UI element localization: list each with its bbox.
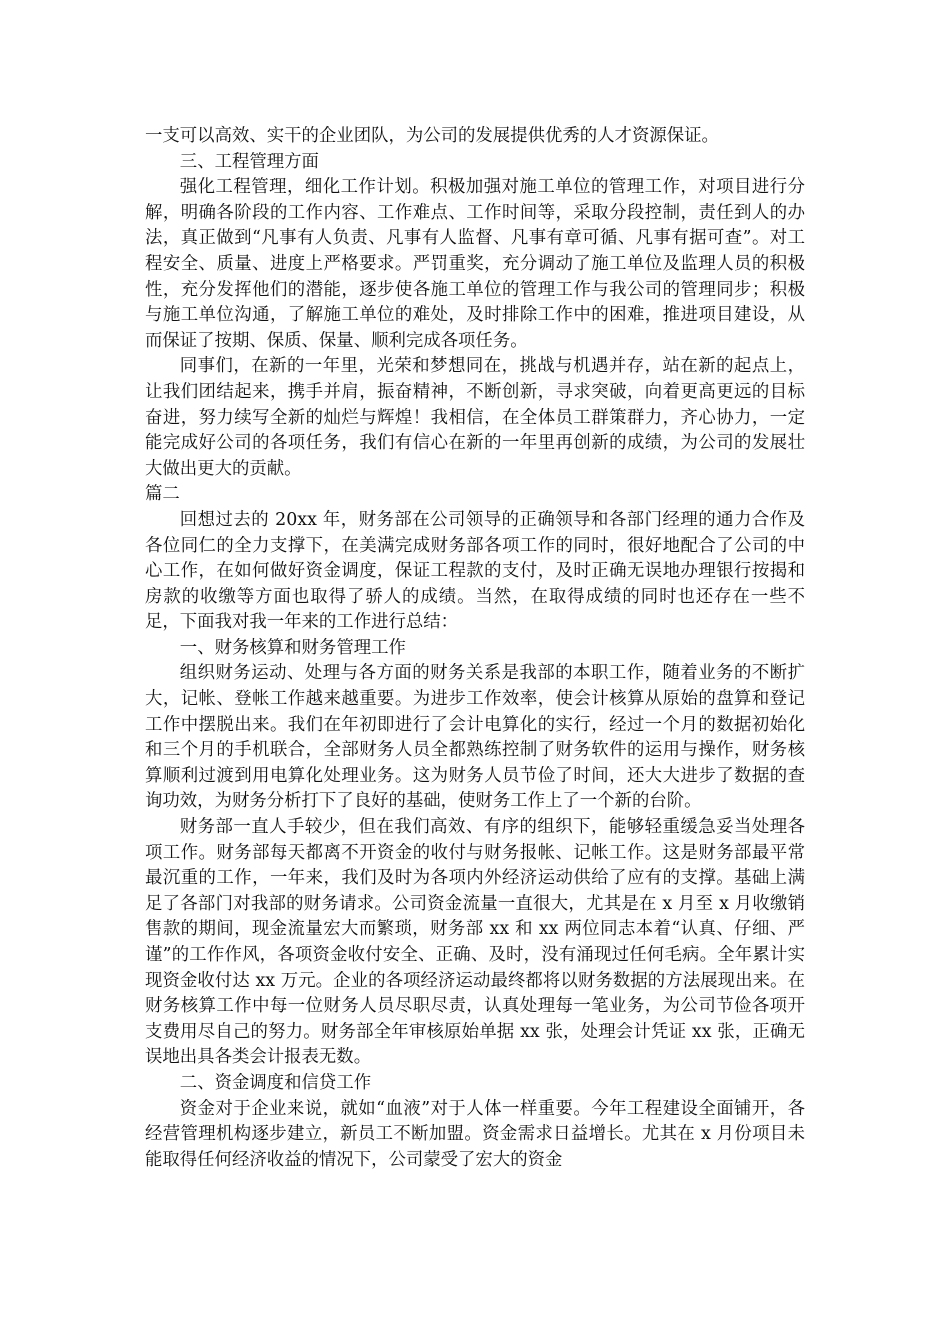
section-heading: 一、财务核算和财务管理工作 — [179, 637, 406, 658]
paragraph: 强化工程管理，细化工作计划。积极加强对施工单位的管理工作，对项目进行分解，明确各阶段的工作内容、工作难点、工作时间等，采取分段控制，责任到人的办法，真正做到“凡事有人负责、凡事有人监督、凡事有章可循、凡事有据可查”。对工程安全、质量、进度上严格要求。严罚重奖，充分调动了施工单位及监理人员的积极性，充分发挥他们的潜能，逐步使各施工单位的管理工作与我公司的管理同步；积极与施工单位沟通，了解施工单位的难处，及时排除工作中的困难，推进项目建设，从而保证了按期、保质、保量、顺利完成各项任务。 — [145, 177, 805, 351]
paragraph: 回想过去的 20xx 年，财务部在公司领导的正确领导和各部门经理的通力合作及各位同仁的全力支撑下，在美满完成财务部各项工作的同时，很好地配合了公司的中心工作，在如何做好资金调度，保证工程款的支付，及时正确无误地办理银行按揭和房款的收缴等方面也取得了骄人的成绩。当然，在取得成绩的同时也还存在一些不足，下面我对我一年来的工作进行总结： — [145, 509, 805, 633]
paragraph: 一支可以高效、实干的企业团队，为公司的发展提供优秀的人才资源保证。 — [145, 126, 719, 146]
part-label: 篇二 — [145, 484, 180, 505]
document-page — [145, 124, 805, 1173]
section-heading: 三、工程管理方面 — [179, 151, 319, 172]
paragraph: 组织财务运动、处理与各方面的财务关系是我部的本职工作，随着业务的不断扩大，记帐、登帐工作越来越重要。为进步工作效率，使会计核算从原始的盘算和登记工作中摆脱出来。我们在年初即进行了会计电算化的实行，经过一个月的数据初始化和三个月的手机联合，全部财务人员全都熟练控制了财务软件的运用与操作，财务核算顺利过渡到用电算化处理业务。这为财务人员节俭了时间，还大大进步了数据的查询功效，为财务分析打下了良好的基础，使财务工作上了一个新的台阶。 — [145, 663, 805, 812]
section-heading: 二、资金调度和信贷工作 — [179, 1072, 372, 1093]
paragraph: 财务部一直人手较少，但在我们高效、有序的组织下，能够轻重缓急妥当处理各项工作。财务部每天都离不开资金的收付与财务报帐、记帐工作。这是财务部最平常最沉重的工作，一年来，我们及时为各项内外经济运动供给了应有的支撑。基础上满足了各部门对我部的财务请求。公司资金流量一直很大，尤其是在 x 月至 x 月收缴销售款的期间，现金流量宏大而繁琐，财务部 xx 和 xx 两位同志本着“认真、仔细、严谨”的工作作风，各项资金收付安全、正确、及时，没有涌现过任何毛病。全年累计实现资金收付达 xx 万元。企业的各项经济运动最终都将以财务数据的方法展现出来。在财务核算工作中每一位财务人员尽职尽责，认真处理每一笔业务，为公司节俭各项开支费用尽自己的努力。财务部全年审核原始单据 xx 张，处理会计凭证 xx 张，正确无误地出具各类会计报表无数。 — [145, 817, 805, 1068]
paragraph: 资金对于企业来说，就如“血液”对于人体一样重要。今年工程建设全面铺开，各经营管理机构逐步建立，新员工不断加盟。资金需求日益增长。尤其在 x 月份项目未能取得任何经济收益的情况下，公司蒙受了宏大的资金 — [145, 1098, 805, 1170]
paragraph: 同事们，在新的一年里，光荣和梦想同在，挑战与机遇并存，站在新的起点上，让我们团结起来，携手并肩，振奋精神，不断创新，寻求突破，向着更高更远的目标奋进，努力续写全新的灿烂与辉煌！我相信，在全体员工群策群力，齐心协力，一定能完成好公司的各项任务，我们有信心在新的一年里再创新的成绩，为公司的发展壮大做出更大的贡献。 — [145, 356, 805, 479]
